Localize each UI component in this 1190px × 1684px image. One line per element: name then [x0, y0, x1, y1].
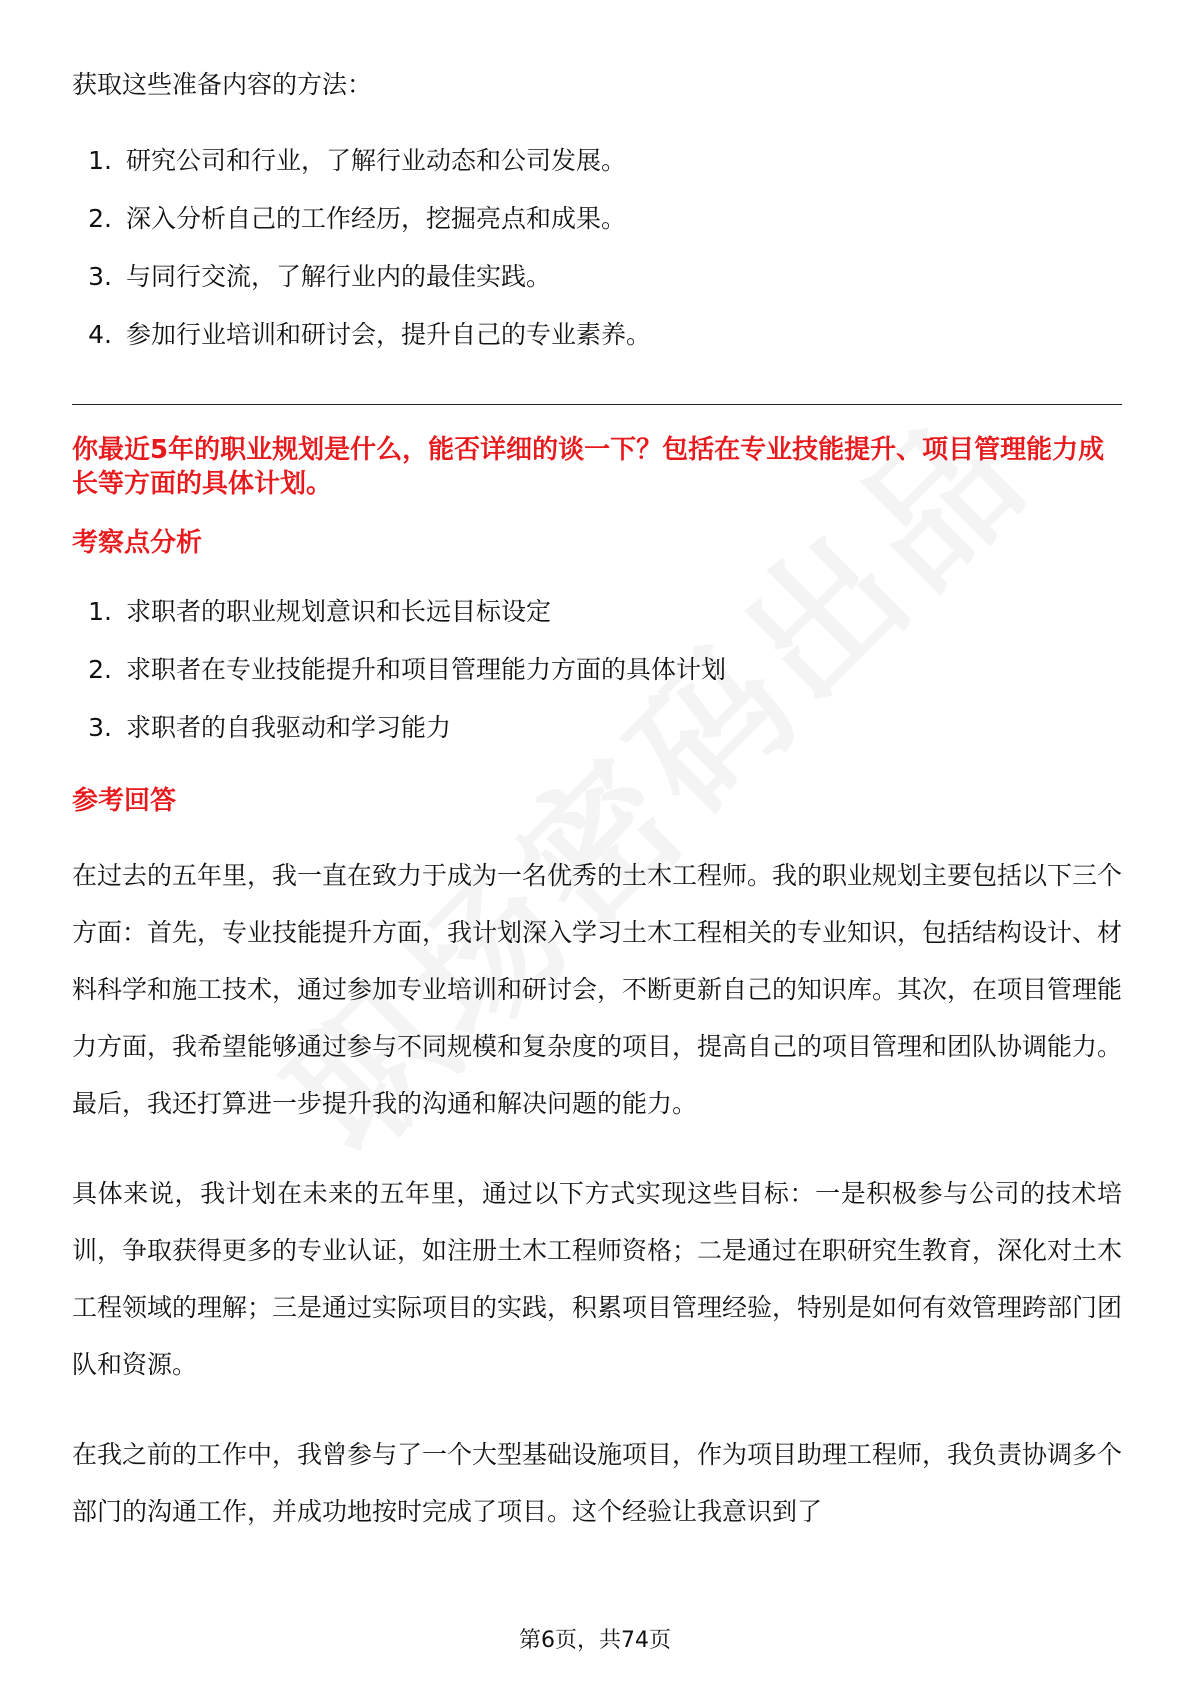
list-item [72, 248, 1122, 306]
intro-text: 获取这些准备内容的方法： [72, 70, 373, 99]
list-number: 1. [88, 146, 112, 175]
section-divider [72, 404, 1122, 405]
answer-heading: 参考回答 [72, 786, 177, 816]
answer-paragraph: 在过去的五年里，我一直在致力于成为一名优秀的土木工程师。我的职业规划主要包括以下三个方面：首先，专业技能提升方面，我计划深入学习土木工程相关的专业知识，包括结构设计、材料科学和施工技术，通过参加专业培训和研讨会，不断更新自己的知识库。其次，在项目管理能力方面，我希望能够通过参与不同规模和复杂度的项目，提高自己的项目管理和团队协调能力。最后，我还打算进一步提升我的沟通和解决问题的能力。 [72, 861, 1123, 1118]
list-item [72, 190, 1122, 248]
list-number: 2. [88, 204, 112, 233]
list-number: 1. [88, 597, 112, 626]
list-text: 与同行交流，了解行业内的最佳实践。 [126, 262, 552, 291]
list-text: 求职者的职业规划意识和长远目标设定 [126, 597, 552, 626]
list-text: 求职者的自我驱动和学习能力 [126, 713, 452, 742]
list-item [72, 699, 1122, 757]
list-number: 3. [88, 713, 112, 742]
list-item [72, 641, 1122, 699]
answer-paragraph: 具体来说，我计划在未来的五年里，通过以下方式实现这些目标：一是积极参与公司的技术培训，争取获得更多的专业认证，如注册土木工程师资格；二是通过在职研究生教育，深化对土木工程领域的理解；三是通过实际项目的实践，积累项目管理经验，特别是如何有效管理跨部门团队和资源。 [72, 1179, 1123, 1379]
list-number: 4. [88, 320, 112, 349]
analysis-list [72, 583, 1122, 757]
answer-paragraph: 在我之前的工作中，我曾参与了一个大型基础设施项目，作为项目助理工程师，我负责协调多个部门的沟通工作，并成功地按时完成了项目。这个经验让我意识到了 [72, 1440, 1123, 1526]
list-item [72, 583, 1122, 641]
analysis-heading: 考察点分析 [72, 528, 203, 558]
page-number: 第6页，共74页 [519, 1628, 671, 1653]
list-item [72, 306, 1122, 364]
list-number: 3. [88, 262, 112, 291]
list-item [72, 132, 1122, 190]
list-text: 深入分析自己的工作经历，挖掘亮点和成果。 [126, 204, 627, 233]
page-content [72, 56, 1122, 1540]
methods-list [72, 132, 1122, 364]
interview-question: 你最近5年的职业规划是什么，能否详细的谈一下？包括在专业技能提升、项目管理能力成长等方面的具体计划。 [72, 435, 1105, 499]
list-text: 求职者在专业技能提升和项目管理能力方面的具体计划 [126, 655, 727, 684]
list-text: 研究公司和行业，了解行业动态和公司发展。 [126, 146, 627, 175]
list-number: 2. [88, 655, 112, 684]
list-text: 参加行业培训和研讨会，提升自己的专业素养。 [126, 320, 652, 349]
